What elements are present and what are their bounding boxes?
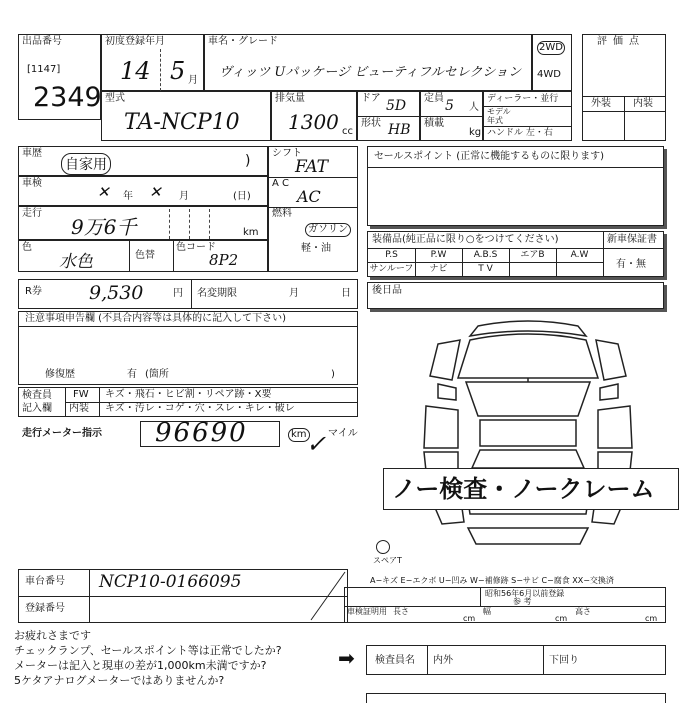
car-hood: [458, 334, 598, 378]
inspector-name-box: [366, 645, 666, 675]
registration-label: 名変期限: [197, 288, 237, 299]
spare-tire-icon: [376, 540, 390, 554]
height-label: 高さ: [575, 607, 591, 616]
drive-4wd: 4WD: [537, 69, 561, 80]
registration-month: 月: [289, 288, 299, 299]
shape-label: 形状: [361, 118, 381, 129]
warranty-value: 有・無: [616, 259, 646, 270]
recycle-box: [18, 279, 358, 309]
car-rear-glass: [472, 450, 584, 468]
first-reg-box: [101, 34, 204, 91]
recolor-label: 色替: [135, 250, 155, 261]
mileage-km: km: [243, 227, 259, 238]
car-left-fender: [430, 340, 460, 380]
no-claim-text: ノー検査・ノークレーム: [392, 475, 655, 503]
round-label: 下回り: [549, 655, 579, 666]
car-right-fender: [596, 340, 626, 380]
car-right-front-door: [598, 406, 632, 448]
model-box: [101, 91, 271, 141]
history-value: 自家用: [61, 153, 111, 175]
shift-label: シフト: [272, 148, 302, 159]
width-label: 幅: [483, 607, 491, 616]
capacity-value: 5: [445, 98, 454, 114]
equip-ps: P.S: [385, 250, 398, 260]
fuel-other: 軽・油: [301, 243, 331, 254]
car-rear-bumper: [468, 528, 588, 544]
recycle-label: R券: [25, 286, 42, 297]
inspection-day-char: (日): [233, 191, 251, 202]
equip-label: 装備品(純正品に限り○をつけてください): [372, 234, 559, 245]
capacity-label: 定員: [424, 93, 444, 104]
lot-code: [1147]: [27, 64, 61, 75]
shift-value: FAT: [295, 157, 329, 177]
equip-sunroof: サンルーフ: [369, 264, 414, 274]
equip-abs: A.B.S: [473, 250, 498, 260]
name-grade-value: ヴィッツ Uパッケージ ビューティフルセレクション: [219, 65, 522, 80]
inspection-month-char: 月: [179, 191, 189, 202]
chassis-box: [18, 569, 348, 623]
recycle-value: 9,530: [89, 282, 144, 304]
mileage-value: 9万6千: [71, 215, 137, 239]
damage-legend: A−キズ E−エクボ U−凹み W−補修跡 S−サビ C−腐食 XX−交換済: [370, 576, 614, 585]
capacity-unit: 人: [469, 102, 479, 113]
ac-value: AC: [297, 187, 321, 206]
displacement-value: 1300: [288, 110, 339, 134]
loadcap-label: 積載: [424, 118, 444, 129]
length-label: 長さ: [393, 607, 409, 616]
model-year-sub: 年式: [487, 116, 503, 125]
fw-label: FW: [73, 389, 89, 400]
first-reg-label: 初度登録年月: [105, 36, 165, 47]
cc-label: cc: [342, 126, 353, 137]
exterior-label: 外装: [591, 98, 611, 109]
model-label: 型式: [105, 93, 125, 104]
notes-box: [18, 311, 358, 385]
equip-aw: A.W: [570, 250, 589, 260]
drive-box: [532, 34, 572, 91]
repair-close: ): [331, 369, 335, 380]
colorcode-label: 色コード: [176, 242, 216, 253]
inspector-label-2: 記入欄: [22, 403, 52, 414]
arrow-right-icon: ➡: [338, 646, 355, 670]
warranty-label: 新車保証書: [607, 234, 657, 245]
mileage-box: [18, 206, 268, 240]
message-block: [14, 628, 344, 688]
name-grade-box: [204, 34, 532, 91]
car-left-front-door: [424, 406, 458, 448]
height-cm: cm: [645, 614, 658, 623]
meter-km: km: [288, 428, 310, 442]
inspector-box: [18, 387, 358, 417]
ac-label: A C: [272, 178, 290, 189]
sales-point-box: [367, 146, 664, 226]
message-line-2: チェックランプ、セールスポイント等は正常でしたか?: [14, 644, 282, 657]
meter-label: 走行メーター指示: [22, 428, 102, 439]
no-claim-stamp: [383, 468, 679, 510]
displacement-label: 排気量: [275, 93, 305, 104]
dealer-box: [483, 91, 572, 141]
door-label: ドア: [361, 93, 381, 104]
cert-label: 車検証明用: [347, 607, 387, 616]
repair-yes: 有: [127, 369, 137, 380]
color-label: 色: [22, 242, 32, 253]
message-line-1: お疲れさまです: [14, 629, 91, 642]
color-value: 水色: [59, 252, 93, 272]
inspection-year-char: 年: [123, 191, 133, 202]
bottom-edge-box: [366, 693, 666, 703]
meter-value: 96690: [155, 418, 248, 448]
equip-navi: ナビ: [429, 264, 448, 274]
inspection-box: [18, 176, 268, 206]
month-char: 月: [188, 75, 198, 86]
equip-tv: T V: [478, 264, 493, 274]
equip-box: [367, 231, 664, 277]
equip-airbag: エアB: [520, 250, 545, 260]
dealer-label: ディーラー・並行: [487, 94, 559, 104]
history-box: [18, 146, 268, 176]
car-windshield: [466, 382, 590, 416]
recycle-yen: 円: [173, 288, 183, 299]
handle-label: ハンドル 左・右: [487, 128, 553, 138]
equip-pw: P.W: [430, 250, 447, 260]
message-line-3: メーターは記入と現車の差が1,000km未満ですか?: [14, 659, 267, 672]
width-cm: cm: [555, 614, 568, 623]
lot-box: [18, 34, 101, 120]
first-reg-year: 14: [120, 57, 151, 85]
score-label: 評価点: [597, 36, 645, 47]
fw-items: キズ・飛石・ヒビ割・リペア跡・X要: [105, 389, 272, 400]
cert-box: [344, 587, 666, 623]
spare-tire-label: スペアT: [373, 556, 402, 565]
color-box: [18, 240, 268, 272]
door-value: 5D: [386, 98, 407, 114]
first-reg-month: 5: [170, 57, 186, 85]
regnum-label: 登録番号: [25, 603, 65, 614]
capacity-box: [420, 91, 483, 141]
door-box: [357, 91, 420, 141]
displacement-box: [271, 91, 357, 141]
car-diagram: [408, 318, 648, 572]
colorcode-value: 8P2: [209, 251, 239, 269]
shift-box: [268, 146, 358, 272]
interior-label: 内装: [633, 98, 653, 109]
repair-label: 修復歴: [45, 369, 75, 380]
kg-label: kg: [469, 127, 482, 138]
inspection-label: 車検: [22, 178, 42, 189]
message-line-4: 5ケタアナログメーターではありませんか?: [14, 674, 225, 687]
shape-value: HB: [388, 122, 411, 138]
history-label: 車歴: [22, 148, 42, 159]
inspector-name-label: 検査員名: [375, 655, 415, 666]
car-roof: [480, 420, 576, 446]
lot-label: 出品番号: [22, 36, 62, 47]
score-box: [582, 34, 666, 141]
fuel-label: 燃料: [272, 208, 292, 219]
chassis-label: 車台番号: [25, 576, 65, 587]
car-left-mirror: [438, 384, 456, 400]
length-cm: cm: [463, 614, 476, 623]
car-right-mirror: [600, 384, 618, 400]
model-year-label: モデル: [487, 107, 511, 116]
sales-point-label: セールスポイント (正常に機能するものに限ります): [374, 151, 605, 162]
lot-number: 2349: [33, 82, 102, 113]
approved-label: 昭和56年6月以前登録: [485, 589, 565, 598]
inspector-label-1: 検査員: [22, 390, 52, 401]
inspection-x2: ✕: [149, 183, 162, 201]
meter-mile: マイル: [328, 428, 358, 439]
history-paren-close: ): [245, 153, 251, 169]
repair-location: (箇所: [145, 369, 169, 380]
chassis-value: NCP10-0166095: [99, 572, 242, 592]
notes-label: 注意事項申告欄 (不具合内容等は具体的に記入して下さい): [25, 313, 286, 324]
int-items: キズ・汚レ・コゲ・穴・スレ・キレ・破レ: [105, 403, 295, 414]
after-items-box: [367, 282, 664, 309]
after-label: 後日品: [372, 285, 402, 296]
approved-sub: 参 考: [513, 597, 532, 606]
name-grade-label: 車名・グレード: [208, 36, 278, 47]
model-value: TA-NCP10: [124, 110, 240, 135]
inspection-x1: ✕: [97, 183, 110, 201]
drive-2wd: 2WD: [539, 42, 563, 53]
registration-day: 日: [341, 288, 351, 299]
int-label: 内装: [69, 403, 89, 414]
inside-outside-label: 内外: [433, 655, 453, 666]
meter-check: ✓: [306, 430, 327, 458]
mileage-label: 走行: [22, 208, 42, 219]
fuel-gasoline: ガソリン: [305, 223, 351, 237]
meter-value-box: [140, 418, 280, 448]
